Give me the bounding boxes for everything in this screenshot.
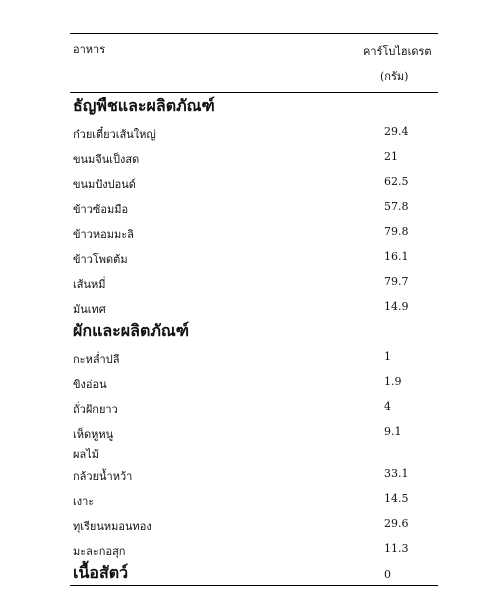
category-title: ธัญพืชและผลิตภัณฑ์ (73, 96, 215, 115)
category-heading-grains (70, 93, 438, 118)
carb-value: 33.1 (384, 467, 409, 480)
carb-value: 21 (384, 150, 398, 163)
table-row (70, 118, 438, 143)
table-row (70, 193, 438, 218)
table-row (70, 218, 438, 243)
carb-value: 11.3 (384, 542, 409, 555)
table-header (70, 34, 438, 90)
food-name: ขิงอ่อน (73, 378, 107, 391)
carb-value: 1.9 (384, 375, 402, 388)
carb-value: 62.5 (384, 175, 409, 188)
food-name: ทุเรียนหมอนทอง (73, 520, 152, 533)
category-title: ผักและผลิตภัณฑ์ (73, 321, 190, 340)
carb-value: 16.1 (384, 250, 409, 263)
category-heading-meat (70, 560, 438, 585)
table-row (70, 535, 438, 560)
header-food: อาหาร (73, 43, 106, 56)
food-name: ข้าวซ้อมมือ (73, 203, 129, 216)
food-name: ก๋วยเตี๋ยวเส้นใหญ่ (73, 128, 156, 141)
table-row (70, 485, 438, 510)
food-name: เห็ดหูหนู (73, 428, 114, 441)
food-name: ขนมปังปอนด์ (73, 178, 136, 191)
food-name: ถั่วฝักยาว (73, 403, 118, 416)
carb-value: 79.8 (384, 225, 409, 238)
carb-value: 14.9 (384, 300, 409, 313)
food-name: กะหล่ำปลี (73, 353, 120, 366)
food-name: เส้นหมี่ (73, 278, 106, 291)
category-heading-fruits (70, 443, 438, 460)
food-name: กล้วยน้ำหว้า (73, 470, 133, 483)
food-name: มันเทศ (73, 303, 106, 316)
food-name: ขนมจีนเป็งสด (73, 153, 140, 166)
carb-value: 29.6 (384, 517, 409, 530)
table-row (70, 460, 438, 485)
table-row (70, 368, 438, 393)
table-row (70, 418, 438, 443)
table-row (70, 268, 438, 293)
food-name: มะละกอสุก (73, 545, 126, 558)
table-row (70, 243, 438, 268)
food-name: ข้าวหอมมะลิ (73, 228, 134, 241)
table-row (70, 168, 438, 193)
carb-value: 0 (384, 568, 391, 581)
category-title: เนื้อสัตว์ (73, 563, 129, 582)
carb-value: 4 (384, 400, 391, 413)
table-row (70, 143, 438, 168)
header-carb-label: คาร์โบไฮเดรต (363, 45, 432, 58)
carb-value: 1 (384, 350, 391, 363)
carb-value: 57.8 (384, 200, 409, 213)
food-name: เงาะ (73, 495, 95, 508)
carb-value: 29.4 (384, 125, 409, 138)
table-row (70, 510, 438, 535)
table-row (70, 343, 438, 368)
category-heading-vegetables (70, 318, 438, 343)
food-name: ข้าวโพดต้ม (73, 253, 128, 266)
header-carb-unit: (กรัม) (380, 70, 409, 83)
table-row (70, 293, 438, 318)
carb-value: 14.5 (384, 492, 409, 505)
carb-value: 9.1 (384, 425, 402, 438)
carb-value: 79.7 (384, 275, 409, 288)
category-title: ผลไม้ (73, 448, 99, 461)
table-row (70, 393, 438, 418)
carbohydrate-table (70, 33, 438, 586)
